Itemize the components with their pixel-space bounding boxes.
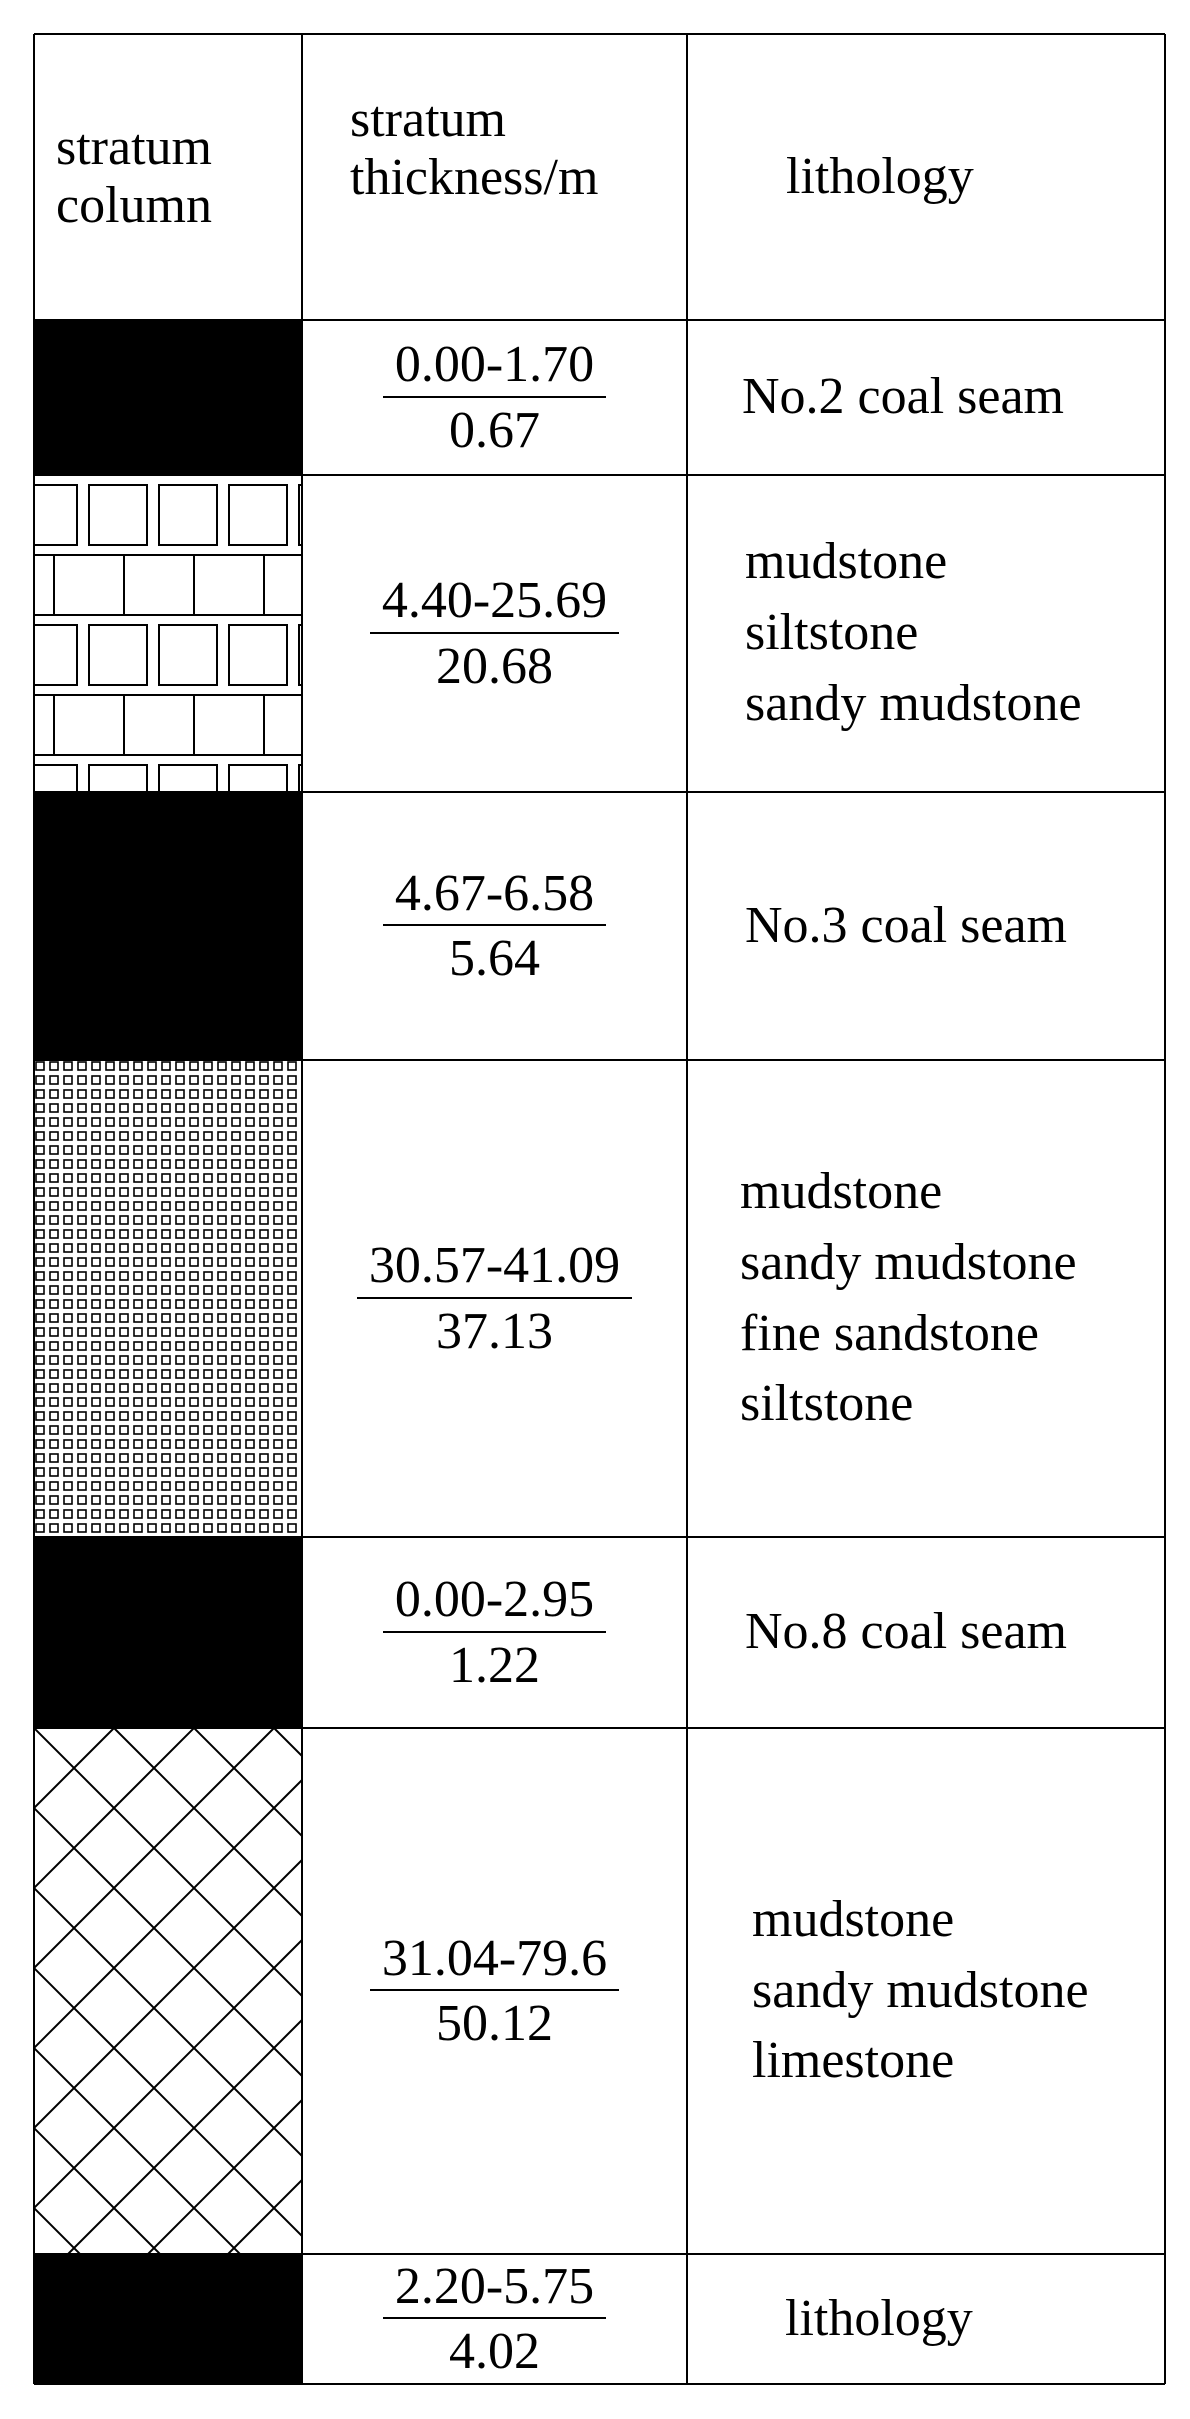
- thickness-range: 0.00-1.70: [383, 336, 606, 397]
- lithology-entry: sandy mudstone: [752, 1961, 1089, 2019]
- lithology-cell: [785, 2254, 1165, 2384]
- lithology-entry: No.8 coal seam: [745, 1603, 1068, 1661]
- stratum-column-coal-fill: [34, 320, 302, 475]
- thickness-range: 4.40-25.69: [370, 572, 619, 633]
- lithology-cell: [745, 792, 1165, 1060]
- thickness-cell: [302, 320, 687, 475]
- lithology-entry: mudstone: [752, 1890, 955, 1948]
- thickness-range: 4.67-6.58: [383, 865, 606, 926]
- thickness-cell: [302, 2254, 687, 2384]
- lithology-entry: siltstone: [745, 604, 919, 662]
- thickness-average: 4.02: [449, 2323, 540, 2380]
- stratum-column-header: [56, 34, 296, 320]
- lithology-cell: [745, 1537, 1165, 1728]
- lithology-entry: limestone: [752, 2032, 955, 2090]
- lithology-header-label: lithology: [786, 147, 974, 205]
- thickness-range: 31.04-79.6: [370, 1930, 619, 1991]
- lithology-header: [786, 34, 1166, 320]
- thickness-cell: [302, 475, 687, 792]
- thickness-average: 50.12: [436, 1995, 553, 2052]
- lithology-entry: mudstone: [740, 1163, 943, 1221]
- thickness-cell: [302, 1728, 687, 2254]
- thickness-average: 0.67: [449, 401, 540, 459]
- stratum-column-coal-fill: [34, 1537, 302, 1728]
- stratum-column-header-line1: stratum: [56, 118, 212, 176]
- lithology-cell: [745, 475, 1165, 792]
- stratum-column-brick-fill: [34, 475, 302, 792]
- lithology-entry: lithology: [785, 2289, 973, 2347]
- stratum-column-coal-fill: [34, 792, 302, 1060]
- stratum-thickness-header-line2: thickness/m: [350, 149, 599, 206]
- lithology-entry: sandy mudstone: [745, 674, 1082, 732]
- stratum-thickness-header: [350, 6, 680, 292]
- thickness-cell: [302, 1060, 687, 1537]
- lithology-cell: [740, 1060, 1165, 1537]
- stratum-column-dotted-grid-fill: [34, 1060, 302, 1537]
- thickness-range: 30.57-41.09: [357, 1237, 632, 1298]
- lithology-entry: No.2 coal seam: [742, 368, 1065, 426]
- lithology-entry: sandy mudstone: [740, 1233, 1077, 1291]
- lithology-cell: [742, 320, 1165, 475]
- stratum-column-coal-fill: [34, 2254, 302, 2384]
- lithology-entry: fine sandstone: [740, 1304, 1039, 1362]
- thickness-average: 1.22: [449, 1636, 540, 1694]
- lithology-entry: mudstone: [745, 533, 948, 591]
- thickness-average: 20.68: [436, 637, 553, 695]
- thickness-range: 2.20-5.75: [383, 2258, 606, 2319]
- lithology-entry: No.3 coal seam: [745, 896, 1068, 954]
- stratum-column-herringbone-fill: [34, 1728, 302, 2254]
- lithology-entry: siltstone: [740, 1375, 914, 1433]
- thickness-average: 37.13: [436, 1302, 553, 1360]
- stratum-thickness-header-line1: stratum: [350, 90, 506, 148]
- stratum-column-header-line2: column: [56, 177, 212, 234]
- thickness-cell: [302, 792, 687, 1060]
- thickness-average: 5.64: [449, 930, 540, 987]
- lithology-cell: [752, 1728, 1165, 2254]
- thickness-range: 0.00-2.95: [383, 1571, 606, 1632]
- thickness-cell: [302, 1537, 687, 1728]
